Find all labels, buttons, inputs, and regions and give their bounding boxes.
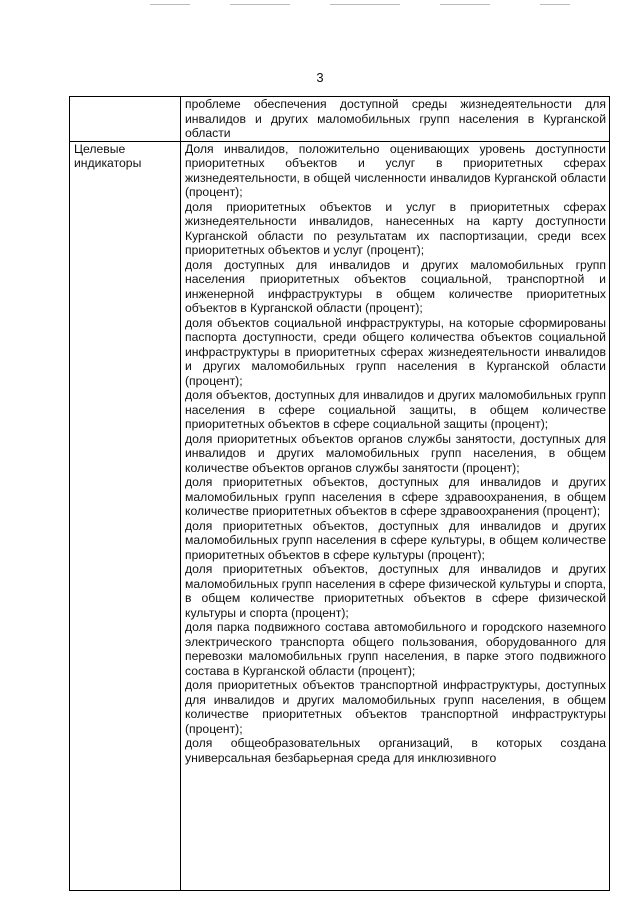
continuation-text: проблеме обеспечения доступной среды жизнедеятельности для инвалидов и других маломобильных групп населения в Курганской области [185,97,606,140]
indicator-item: доля общеобразовательных организаций, в которых создана универсальная безбарьерная среда для инклюзивного [185,736,606,765]
indicators-cell [181,141,610,890]
table-row-continuation [70,97,610,142]
indicator-item: доля приоритетных объектов, доступных для инвалидов и других маломобильных групп населения в сфере физической культуры и спорта, в общем количестве приоритетных объектов в сфере физической культуры и спорта (процент); [185,562,606,620]
indicator-item: доля приоритетных объектов, доступных для инвалидов и других маломобильных групп населения в сфере здравоохранения, в общем количестве приоритетных объектов в сфере здравоохранения (процент); [185,475,606,518]
indicator-item: доля парка подвижного состава автомобильного и городского наземного электрического транспорта общего пользования, оборудованного для перевозки маломобильных групп населения, в парке этого подвижного состава в Курганской области (процент); [185,620,606,678]
page-number: 3 [316,70,324,85]
program-passport-table [69,96,610,891]
indicator-list [185,142,606,890]
row-label-cell [70,141,181,890]
empty-label-cell [70,97,181,142]
scan-artifacts [0,0,640,10]
continuation-cell [181,97,610,142]
indicator-item: доля приоритетных объектов, доступных для инвалидов и других маломобильных групп населения в сфере культуры, в общем количестве приоритетных объектов в сфере культуры (процент); [185,518,606,562]
indicator-item: доля доступных для инвалидов и других маломобильных групп населения приоритетных объектов социальной, транспортной и инженерной инфраструктуры в общем количестве приоритетных объектов в Курганской области (процент); [185,257,606,315]
indicator-item: доля приоритетных объектов транспортной инфраструктуры, доступных для инвалидов и других маломобильных групп населения, в общем количестве приоритетных объектов транспортной инфраструктуры (процент); [185,678,606,736]
indicator-item: доля приоритетных объектов и услуг в приоритетных сферах жизнедеятельности инвалидов, нанесенных на карту доступности Курганской области по результатам их паспортизации, среди всех приоритетных объектов и услуг (процент); [185,199,606,257]
indicator-item: доля приоритетных объектов органов службы занятости, доступных для инвалидов и других маломобильных групп населения, в общем количестве объектов органов службы занятости (процент); [185,431,606,475]
row-label: Целевые индикаторы [74,141,142,170]
indicator-item: доля объектов социальной инфраструктуры, на которые сформированы паспорта доступности, среди общего количества объектов социальной инфраструктуры в приоритетных сферах жизнедеятельности инвалидов и других маломобильных групп населения в Курганской области (процент); [185,315,606,388]
table-row-target-indicators [70,141,610,890]
indicator-item: доля объектов, доступных для инвалидов и других маломобильных групп населения в сфере социальной защиты, в общем количестве приоритетных объектов в сфере социальной защиты (процент); [185,388,606,431]
indicator-item: Доля инвалидов, положительно оценивающих уровень доступности приоритетных объектов и услуг в приоритетных сферах жизнедеятельности, в общей численности инвалидов Курганской области (процент); [185,141,606,199]
